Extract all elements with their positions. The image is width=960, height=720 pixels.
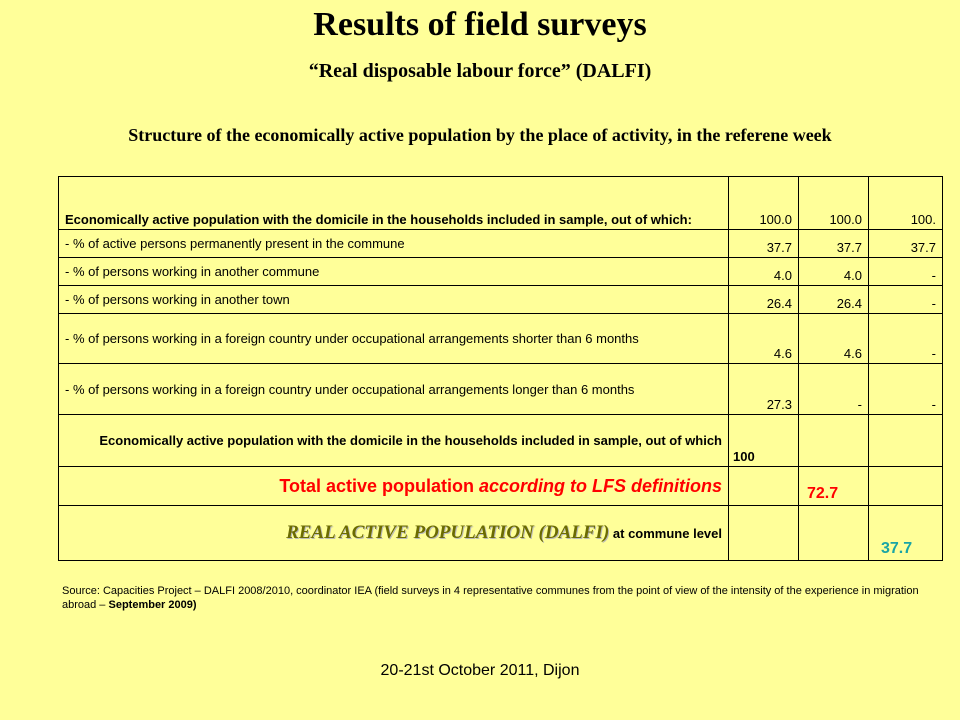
table-cell: 100. — [869, 177, 943, 230]
total-value: 72.7 — [799, 467, 869, 506]
table-row — [59, 230, 943, 258]
table-cell: 100 — [729, 415, 799, 467]
table-row — [59, 286, 943, 314]
table-cell: 4.0 — [729, 258, 799, 286]
table-cell — [869, 467, 943, 506]
dalfi-label-name: REAL ACTIVE POPULATION (DALFI) — [286, 522, 610, 543]
row-label: Economically active population with the domicile in the households included in sample, out of which — [59, 415, 729, 467]
table-cell: - — [799, 364, 869, 415]
table-row — [59, 177, 943, 230]
row-label: - % of persons working in another town — [59, 286, 729, 314]
row-label: - % of active persons permanently present in the commune — [59, 230, 729, 258]
table-cell: 37.7 — [799, 230, 869, 258]
table-cell: - — [869, 314, 943, 364]
table-cell: 37.7 — [729, 230, 799, 258]
table-cell: 37.7 — [869, 230, 943, 258]
table-row — [59, 364, 943, 415]
table-cell: 4.6 — [799, 314, 869, 364]
row-label: - % of persons working in a foreign country under occupational arrangements shorter than 6 months — [59, 314, 729, 364]
table-row — [59, 415, 943, 467]
table-cell — [869, 415, 943, 467]
table-cell — [729, 467, 799, 506]
source-note — [62, 584, 922, 612]
total-label — [59, 467, 729, 506]
table-cell: 26.4 — [729, 286, 799, 314]
source-text: Source: Capacities Project – DALFI 2008/2010, coordinator IEA (field surveys in 4 representative communes from the point of view of the intensity of the experience in migration abroad – — [62, 585, 919, 611]
footer-date: 20-21st October 2011, Dijon — [380, 662, 580, 679]
survey-table — [58, 176, 943, 561]
table-cell: 26.4 — [799, 286, 869, 314]
page-subtitle: “Real disposable labour force” (DALFI) — [308, 60, 652, 82]
table-cell — [729, 506, 799, 561]
dalfi-value: 37.7 — [869, 506, 943, 561]
table-cell: - — [869, 364, 943, 415]
row-label: Economically active population with the domicile in the households included in sample, out of which: — [59, 177, 729, 230]
table-cell: 4.0 — [799, 258, 869, 286]
table-cell — [799, 506, 869, 561]
table-cell: 100.0 — [729, 177, 799, 230]
page-title: Results of field surveys — [313, 6, 647, 43]
table-cell: 4.6 — [729, 314, 799, 364]
table-cell: - — [869, 258, 943, 286]
table-cell: - — [869, 286, 943, 314]
row-label: - % of persons working in another commune — [59, 258, 729, 286]
dalfi-row — [59, 506, 943, 561]
total-label-prefix: Total active population — [279, 475, 479, 496]
table-row — [59, 258, 943, 286]
structure-heading: Structure of the economically active population by the place of activity, in the referene week — [128, 125, 832, 145]
source-date: September 2009) — [108, 599, 197, 611]
dalfi-label — [59, 506, 729, 561]
total-row — [59, 467, 943, 506]
dalfi-label-rest: at commune level — [609, 526, 722, 541]
table-cell: 100.0 — [799, 177, 869, 230]
table-cell: 27.3 — [729, 364, 799, 415]
total-label-suffix: according to LFS definitions — [479, 475, 722, 496]
table-row — [59, 314, 943, 364]
row-label: - % of persons working in a foreign country under occupational arrangements longer than 6 months — [59, 364, 729, 415]
table-cell — [799, 415, 869, 467]
